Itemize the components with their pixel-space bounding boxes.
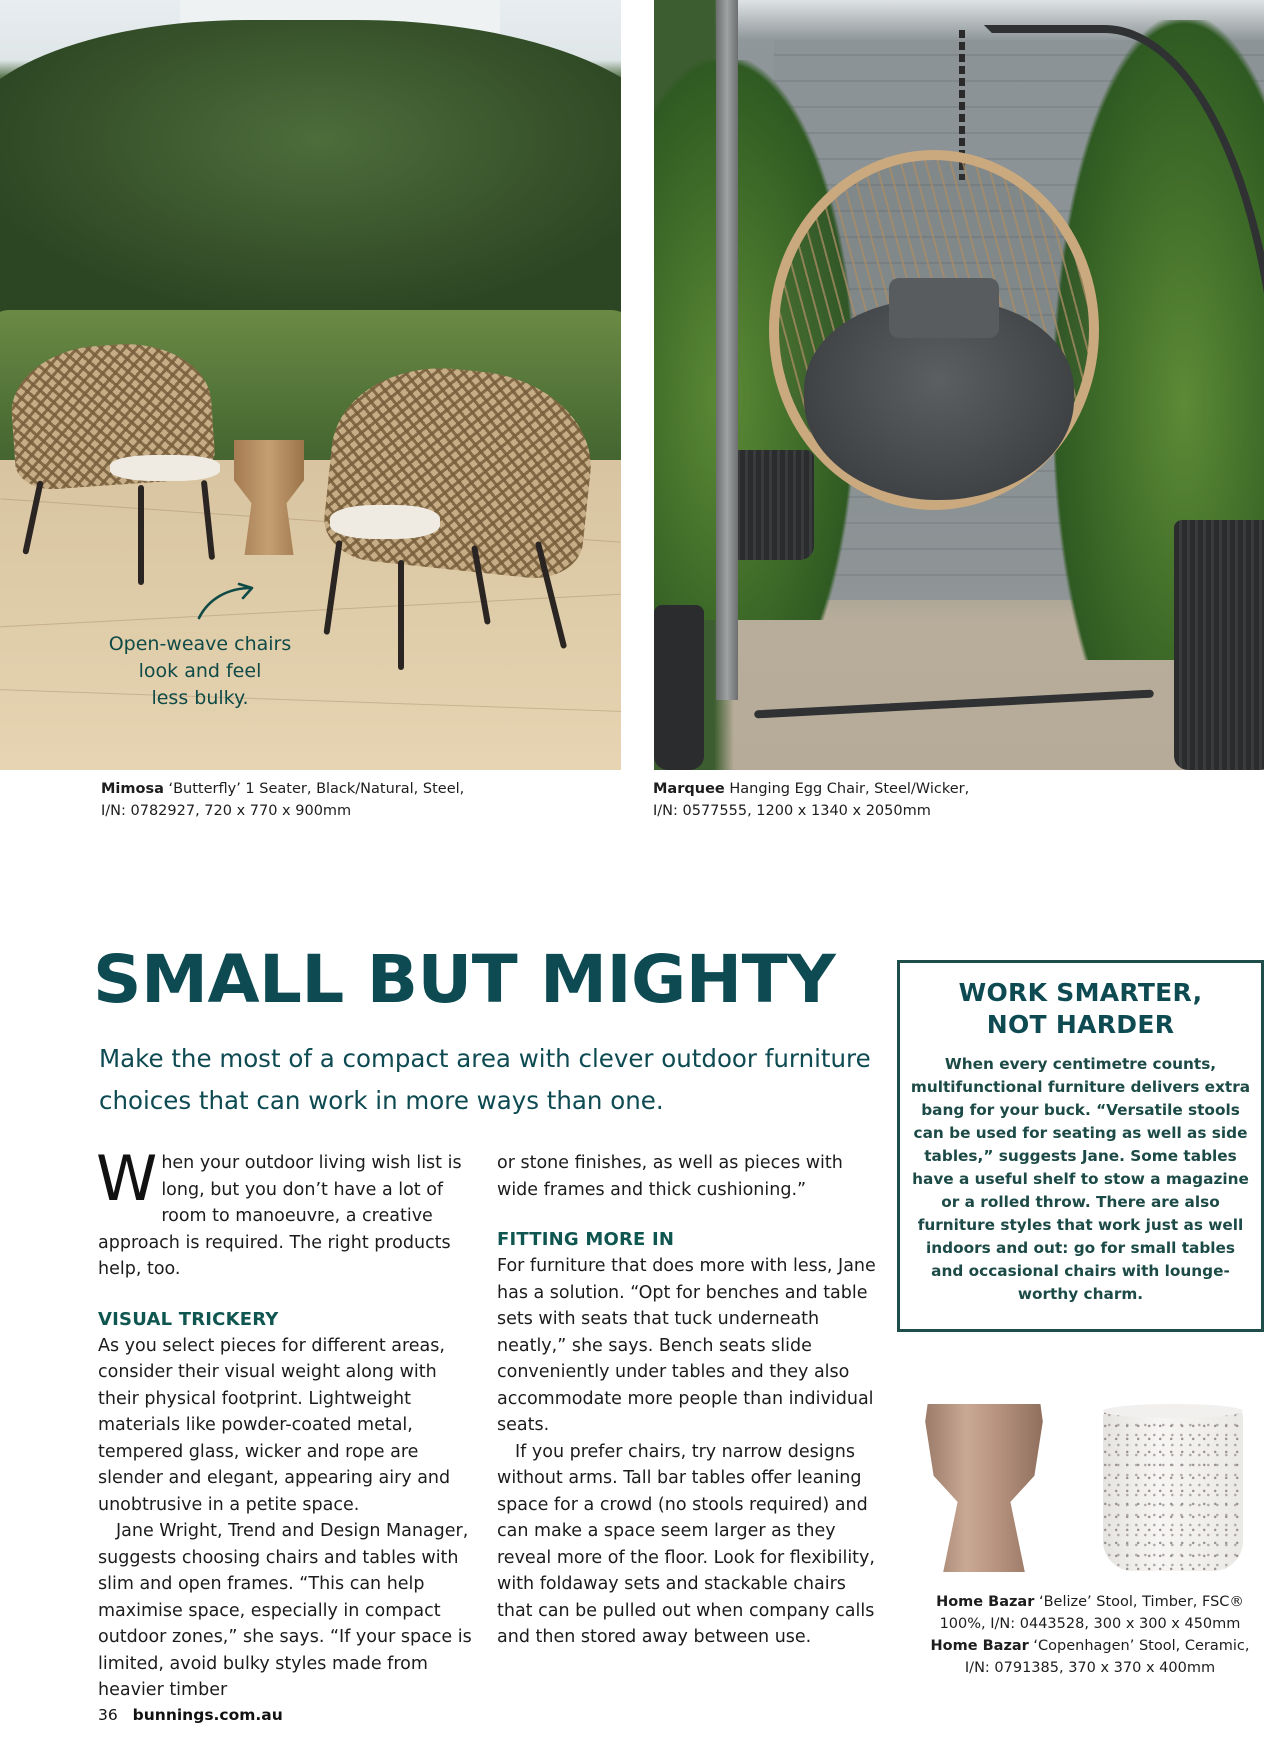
product-description: ‘Belize’ Stool, Timber, FSC® <box>1034 1594 1244 1610</box>
photo-butterfly-chairs <box>0 0 621 770</box>
body-paragraph: or stone finishes, as well as pieces with wide frames and thick cushioning.” <box>497 1153 843 1200</box>
body-paragraph: If you prefer chairs, try narrow designs without arms. Tall bar tables offer leaning space for a crowd (no stools required) and can make a space seem larger as they reveal more of the floor. Look for flexibility, with foldaway sets and stackable chairs that can be pulled out when company calls and then stored away between use. <box>497 1441 875 1647</box>
product-caption-stools <box>910 1591 1270 1679</box>
tip-box-title-line: WORK SMARTER, <box>958 978 1203 1007</box>
annotation-line: Open-weave chairs <box>108 633 292 655</box>
product-description: ‘Copenhagen’ Stool, Ceramic, <box>1028 1638 1250 1654</box>
photo-hanging-egg-chair <box>654 0 1264 770</box>
chair-leg <box>398 560 404 670</box>
product-description: Hanging Egg Chair, Steel/Wicker, <box>724 781 970 797</box>
product-specs: I/N: 0791385, 370 x 370 x 400mm <box>964 1660 1216 1676</box>
tip-box-title-line: NOT HARDER <box>986 1010 1175 1039</box>
intro-paragraph <box>96 1142 478 1283</box>
product-description: ‘Butterfly’ 1 Seater, Black/Natural, Steel, <box>163 781 465 797</box>
intro-text: hen your outdoor living wish list is long, but you don’t have a lot of room to manoeuvre, a creative approach is required. The right products help, too. <box>98 1153 462 1279</box>
tip-box-body: When every centimetre counts, multifunctional furniture delivers extra bang for your buck. “Versatile stools can be used for seating as well as side tables,” suggests Jane. Some tables have a useful shelf to stow a magazine or a rolled throw. There are also furniture styles that work just as well indoors and out: go for small tables and occasional chairs with lounge-worthy charm. <box>910 1055 1251 1303</box>
annotation-line: less bulky. <box>151 687 249 709</box>
tip-box-title <box>910 977 1251 1041</box>
subheading-fitting-more-in: FITTING MORE IN <box>497 1229 675 1250</box>
chair-leg <box>138 485 144 585</box>
brand-name: Marquee <box>653 781 725 797</box>
product-caption-marquee <box>653 778 1213 822</box>
article-headline: SMALL BUT MIGHTY <box>93 941 836 1018</box>
article-column-1 <box>96 1142 478 1704</box>
tip-box <box>897 960 1264 1332</box>
curved-arrow-icon <box>195 582 259 622</box>
egg-chair-pillow <box>889 278 999 338</box>
page-footer <box>98 1706 283 1724</box>
drop-cap: W <box>96 1142 158 1215</box>
body-paragraph: Jane Wright, Trend and Design Manager, suggests choosing chairs and tables with slim and open frames. “This can help maximise space, especially in compact outdoor zones,” she says. “If your space is limited, avoid bulky styles made from heavier timber <box>98 1521 472 1700</box>
annotation-line: look and feel <box>138 660 262 682</box>
planter-pot <box>654 605 704 770</box>
umbrella-pole <box>716 0 738 700</box>
body-paragraph: As you select pieces for different areas, consider their visual weight along with their physical footprint. Lightweight materials like powder-coated metal, tempered glass, wicker and rope are slender and elegant, appearing airy and unobtrusive in a petite space. <box>98 1335 451 1515</box>
product-specs: I/N: 0782927, 720 x 770 x 900mm <box>101 803 352 819</box>
copenhagen-stool-top <box>1103 1404 1243 1418</box>
product-image-belize-stool <box>924 1397 1044 1572</box>
brand-name: Home Bazar <box>930 1638 1029 1654</box>
article-standfirst: Make the most of a compact area with clever outdoor furniture choices that can work in more ways than one. <box>99 1044 871 1115</box>
page-number: 36 <box>98 1706 118 1724</box>
subheading-visual-trickery: VISUAL TRICKERY <box>98 1308 279 1330</box>
tall-hedge <box>0 20 621 320</box>
website-link[interactable]: bunnings.com.au <box>132 1706 283 1724</box>
article-column-2 <box>497 1150 877 1651</box>
photo-annotation <box>100 631 300 712</box>
product-specs: I/N: 0577555, 1200 x 1340 x 2050mm <box>653 803 931 819</box>
chair-cushion <box>110 455 220 481</box>
brand-name: Mimosa <box>101 781 164 797</box>
brand-name: Home Bazar <box>936 1594 1035 1610</box>
product-caption-mimosa <box>101 778 601 822</box>
product-specs: 100%, I/N: 0443528, 300 x 300 x 450mm <box>939 1616 1241 1632</box>
product-image-copenhagen-stool <box>1103 1409 1243 1571</box>
chair-cushion <box>330 505 440 539</box>
body-paragraph: For furniture that does more with less, Jane has a solution. “Opt for benches and table sets with seats that tuck underneath neatly,” she says. Bench seats slide conveniently under tables and they also accommodate more people than individual seats. <box>497 1256 876 1435</box>
